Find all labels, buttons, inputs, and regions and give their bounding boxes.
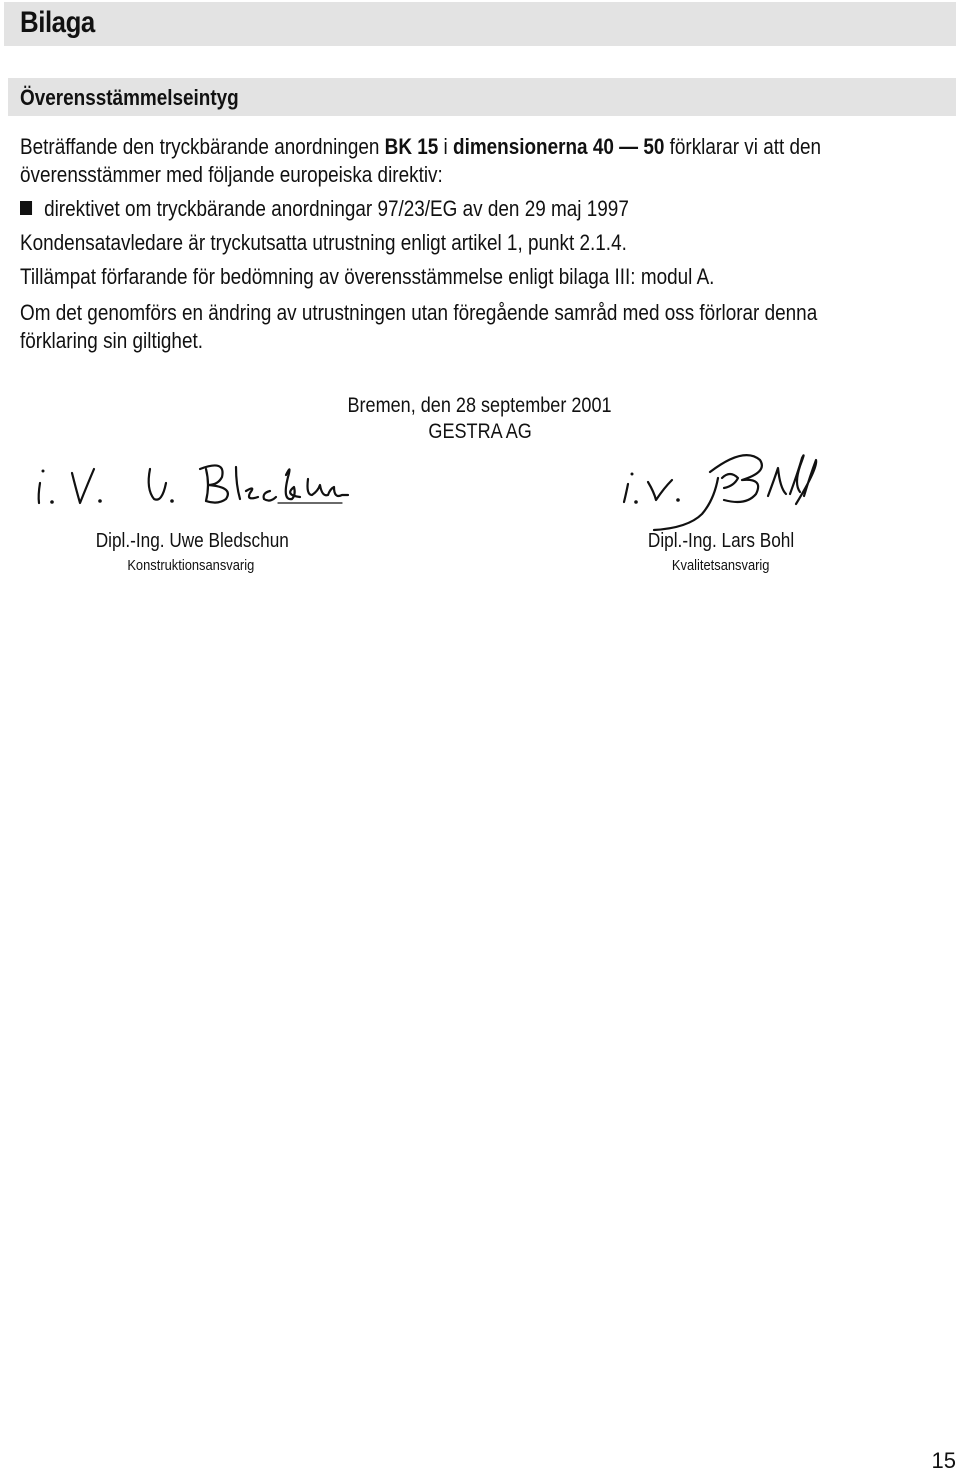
page-title: Bilaga (20, 6, 95, 39)
section-header (8, 78, 956, 116)
page-number: 15 (931, 1448, 956, 1473)
paragraph-intro-line2: överensstämmer med följande europeiska direktiv: (20, 162, 443, 187)
signatory-right-role: Kvalitetsansvarig (672, 557, 770, 574)
paragraph-procedure: Tillämpat förfarande för bedömning av överensstämmelse enligt bilaga III: modul A. (20, 264, 715, 289)
dimensions: dimensionerna 40 — 50 (453, 134, 665, 159)
directive-list-item: direktivet om tryckbärande anordningar 97/23/EG av den 29 maj 1997 (20, 195, 629, 223)
signatory-right-name: Dipl.-Ing. Lars Bohl (647, 530, 795, 552)
page-title-bar (4, 2, 956, 46)
paragraph-validity-line2: förklaring sin giltighet. (20, 328, 203, 353)
signature-left (30, 455, 350, 515)
paragraph-classification: Kondensatavledare är tryckutsatta utrustning enligt artikel 1, punkt 2.1.4. (20, 230, 627, 255)
signature-right (618, 448, 823, 533)
bullet-square-icon (20, 201, 32, 215)
company-name: GESTRA AG (428, 420, 532, 443)
place-date: Bremen, den 28 september 2001 (347, 394, 613, 417)
paragraph-intro: Beträffande den tryckbärande anordningen BK 15 i dimensionerna 40 — 50 förklarar vi att den (20, 134, 822, 159)
paragraph-validity: Om det genomförs en ändring av utrustningen utan föregående samråd med oss förlorar denna (20, 300, 818, 325)
section-title: Överensstämmelseintyg (20, 85, 239, 110)
product-name: BK 15 (384, 134, 439, 159)
signatory-left-role: Konstruktionsansvarig (127, 557, 255, 574)
signatory-left-name: Dipl.-Ing. Uwe Bledschun (95, 530, 289, 552)
